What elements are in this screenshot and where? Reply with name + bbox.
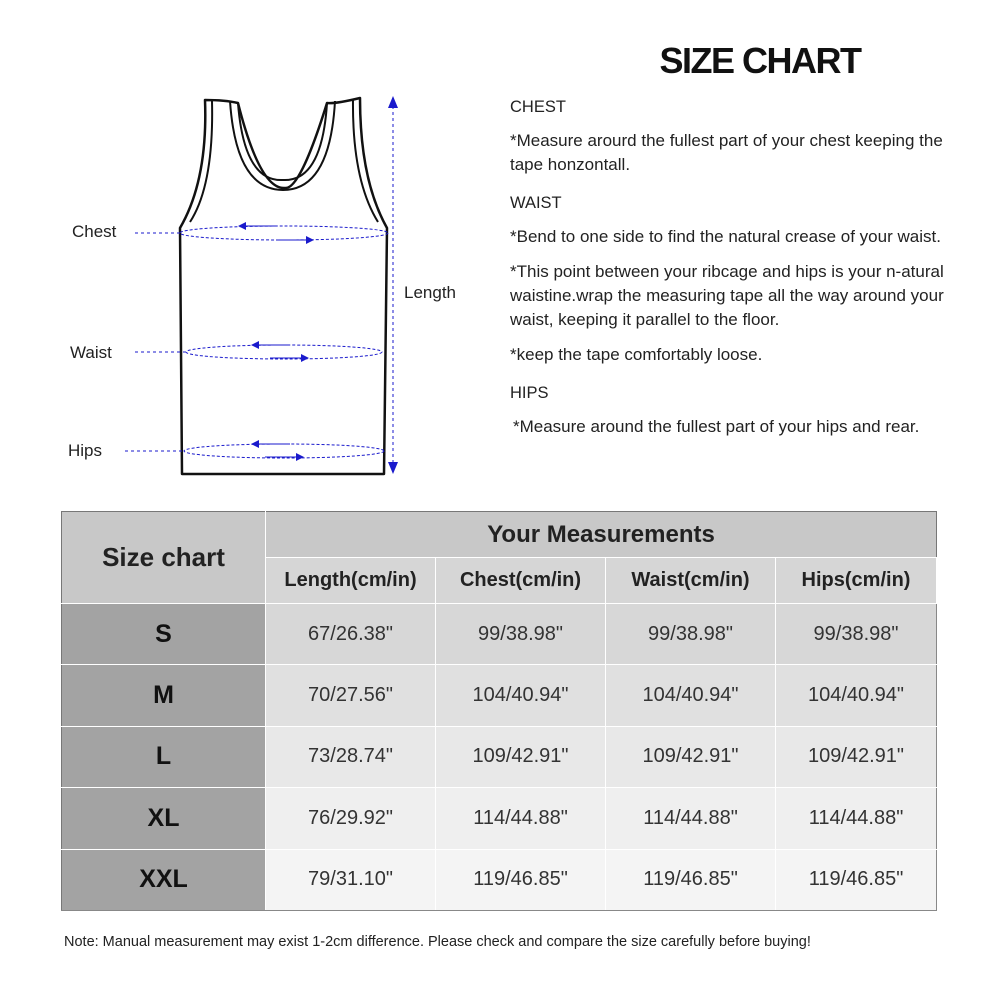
waist-value: 114/44.88" <box>606 788 776 849</box>
table-row <box>62 665 937 726</box>
table-row <box>62 788 937 849</box>
waist-value: 104/40.94" <box>606 665 776 726</box>
length-label: Length <box>404 283 456 302</box>
table-corner-label: Size chart <box>62 512 266 604</box>
measurements-group-header: Your Measurements <box>266 512 937 558</box>
length-value: 73/28.74" <box>266 726 436 787</box>
tank-top-outline-icon <box>0 0 500 500</box>
footer-note: Note: Manual measurement may exist 1-2cm difference. Please check and compare the size carefully before buying! <box>64 934 811 950</box>
hips-value: 114/44.88" <box>776 788 937 849</box>
size-label: M <box>62 665 266 726</box>
waist-value: 109/42.91" <box>606 726 776 787</box>
waist-heading: WAIST <box>510 194 562 212</box>
hips-label: Hips <box>68 441 103 460</box>
waist-instruction-3: *keep the tape comfortably loose. <box>510 345 763 364</box>
waist-instruction-1: *Bend to one side to find the natural crease of your waist. <box>510 227 941 246</box>
chest-value: 104/40.94" <box>436 665 606 726</box>
page-title: SIZE CHART <box>659 40 861 81</box>
length-value: 70/27.56" <box>266 665 436 726</box>
measurement-diagram <box>0 0 500 500</box>
hips-value: 119/46.85" <box>776 849 937 910</box>
waist-label: Waist <box>70 343 112 362</box>
size-label: L <box>62 726 266 787</box>
chest-value: 109/42.91" <box>436 726 606 787</box>
chest-instruction: *Measure arourd the fullest part of your chest keeping the tape honzontall. <box>510 131 943 174</box>
measuring-guide <box>510 95 980 450</box>
column-header-length: Length(cm/in) <box>266 558 436 604</box>
table-row <box>62 726 937 787</box>
chest-label: Chest <box>72 222 117 241</box>
length-value: 67/26.38" <box>266 604 436 665</box>
size-table <box>61 511 937 911</box>
chest-value: 114/44.88" <box>436 788 606 849</box>
size-label: XL <box>62 788 266 849</box>
chest-value: 119/46.85" <box>436 849 606 910</box>
waist-instruction-2: *This point between your ribcage and hips is your n-atural waistine.wrap the measuring tape all the way around your waist, keeping it parallel to the floor. <box>510 262 944 329</box>
column-header-hips: Hips(cm/in) <box>776 558 937 604</box>
hips-value: 104/40.94" <box>776 665 937 726</box>
hips-value: 99/38.98" <box>776 604 937 665</box>
size-label: XXL <box>62 849 266 910</box>
hips-heading: HIPS <box>510 384 549 402</box>
column-header-chest: Chest(cm/in) <box>436 558 606 604</box>
table-row <box>62 604 937 665</box>
column-header-waist: Waist(cm/in) <box>606 558 776 604</box>
waist-value: 119/46.85" <box>606 849 776 910</box>
chest-value: 99/38.98" <box>436 604 606 665</box>
hips-value: 109/42.91" <box>776 726 937 787</box>
table-row <box>62 849 937 910</box>
length-value: 79/31.10" <box>266 849 436 910</box>
waist-value: 99/38.98" <box>606 604 776 665</box>
size-label: S <box>62 604 266 665</box>
hips-instruction: *Measure around the fullest part of your hips and rear. <box>513 417 920 436</box>
length-value: 76/29.92" <box>266 788 436 849</box>
chest-heading: CHEST <box>510 98 566 116</box>
